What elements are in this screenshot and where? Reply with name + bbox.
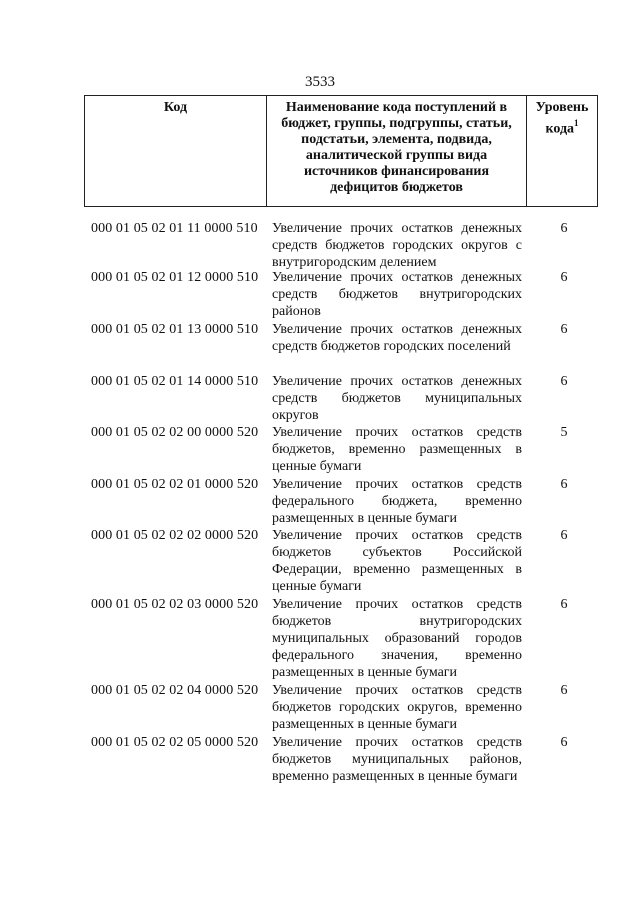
- header-level: [527, 96, 597, 206]
- row-name: Увеличение прочих остатков средств федерального бюджета, временно размещенных в ценные бумаги: [272, 477, 522, 526]
- table-row: [0, 373, 640, 424]
- page-number: 3533: [305, 74, 335, 90]
- table-row: [0, 220, 640, 269]
- row-level: 6: [560, 322, 568, 337]
- header-code: Код: [85, 96, 267, 206]
- row-name: Увеличение прочих остатков средств бюджетов субъектов Российской Федерации, временно размещенных в ценные бумаги: [272, 528, 522, 594]
- table-row: [0, 269, 640, 321]
- row-level: 6: [560, 221, 568, 236]
- header-level-footnote: 1: [574, 118, 579, 128]
- table-row: [0, 424, 640, 476]
- table-row: [0, 734, 640, 804]
- row-name: Увеличение прочих остатков денежных средств бюджетов внутригородских районов: [272, 270, 522, 319]
- row-level: 6: [560, 528, 568, 543]
- row-name: Увеличение прочих остатков денежных средств бюджетов городских округов с внутригородским делением: [272, 221, 522, 270]
- table-row: [0, 476, 640, 527]
- row-level: 6: [560, 735, 568, 750]
- row-code: 000 01 05 02 01 11 0000 510: [91, 221, 258, 236]
- row-code: 000 01 05 02 02 02 0000 520: [91, 528, 259, 543]
- row-name: Увеличение прочих остатков денежных средств бюджетов городских поселений: [272, 322, 522, 354]
- row-name: Увеличение прочих остатков средств бюджетов, временно размещенных в ценные бумаги: [272, 425, 522, 474]
- row-name: Увеличение прочих остатков денежных средств бюджетов муниципальных округов: [272, 374, 522, 423]
- row-code: 000 01 05 02 02 04 0000 520: [91, 683, 259, 698]
- table-row: [0, 596, 640, 682]
- table-header: [84, 95, 598, 207]
- row-level: 6: [560, 477, 568, 492]
- row-level: 6: [560, 374, 568, 389]
- row-code: 000 01 05 02 02 01 0000 520: [91, 477, 259, 492]
- row-level: 6: [560, 270, 568, 285]
- table-row: [0, 682, 640, 734]
- row-code: 000 01 05 02 02 03 0000 520: [91, 597, 259, 612]
- header-name: Наименование кода поступлений в бюджет, группы, подгруппы, статьи, подстатьи, элемента, подвида, аналитической группы вида источников финансирования дефицитов бюджетов: [267, 96, 527, 206]
- table-row: [0, 321, 640, 373]
- row-level: 6: [560, 597, 568, 612]
- row-code: 000 01 05 02 02 00 0000 520: [91, 425, 259, 440]
- row-level: 6: [560, 683, 568, 698]
- row-level: 5: [560, 425, 568, 440]
- row-code: 000 01 05 02 01 14 0000 510: [91, 374, 259, 389]
- row-name: Увеличение прочих остатков средств бюджетов внутригородских муниципальных образований городов федерального значения, временно размещенных в ценные бумаги: [272, 597, 522, 680]
- table-body: [0, 220, 640, 804]
- row-name: Увеличение прочих остатков средств бюджетов муниципальных районов, временно размещенных в ценные бумаги: [272, 735, 522, 784]
- row-code: 000 01 05 02 02 05 0000 520: [91, 735, 259, 750]
- row-code: 000 01 05 02 01 12 0000 510: [91, 270, 259, 285]
- table-row: [0, 527, 640, 596]
- header-level-label: Уровень кода: [535, 100, 589, 137]
- row-name: Увеличение прочих остатков средств бюджетов городских округов, временно размещенных в ценные бумаги: [272, 683, 522, 732]
- row-code: 000 01 05 02 01 13 0000 510: [91, 322, 259, 337]
